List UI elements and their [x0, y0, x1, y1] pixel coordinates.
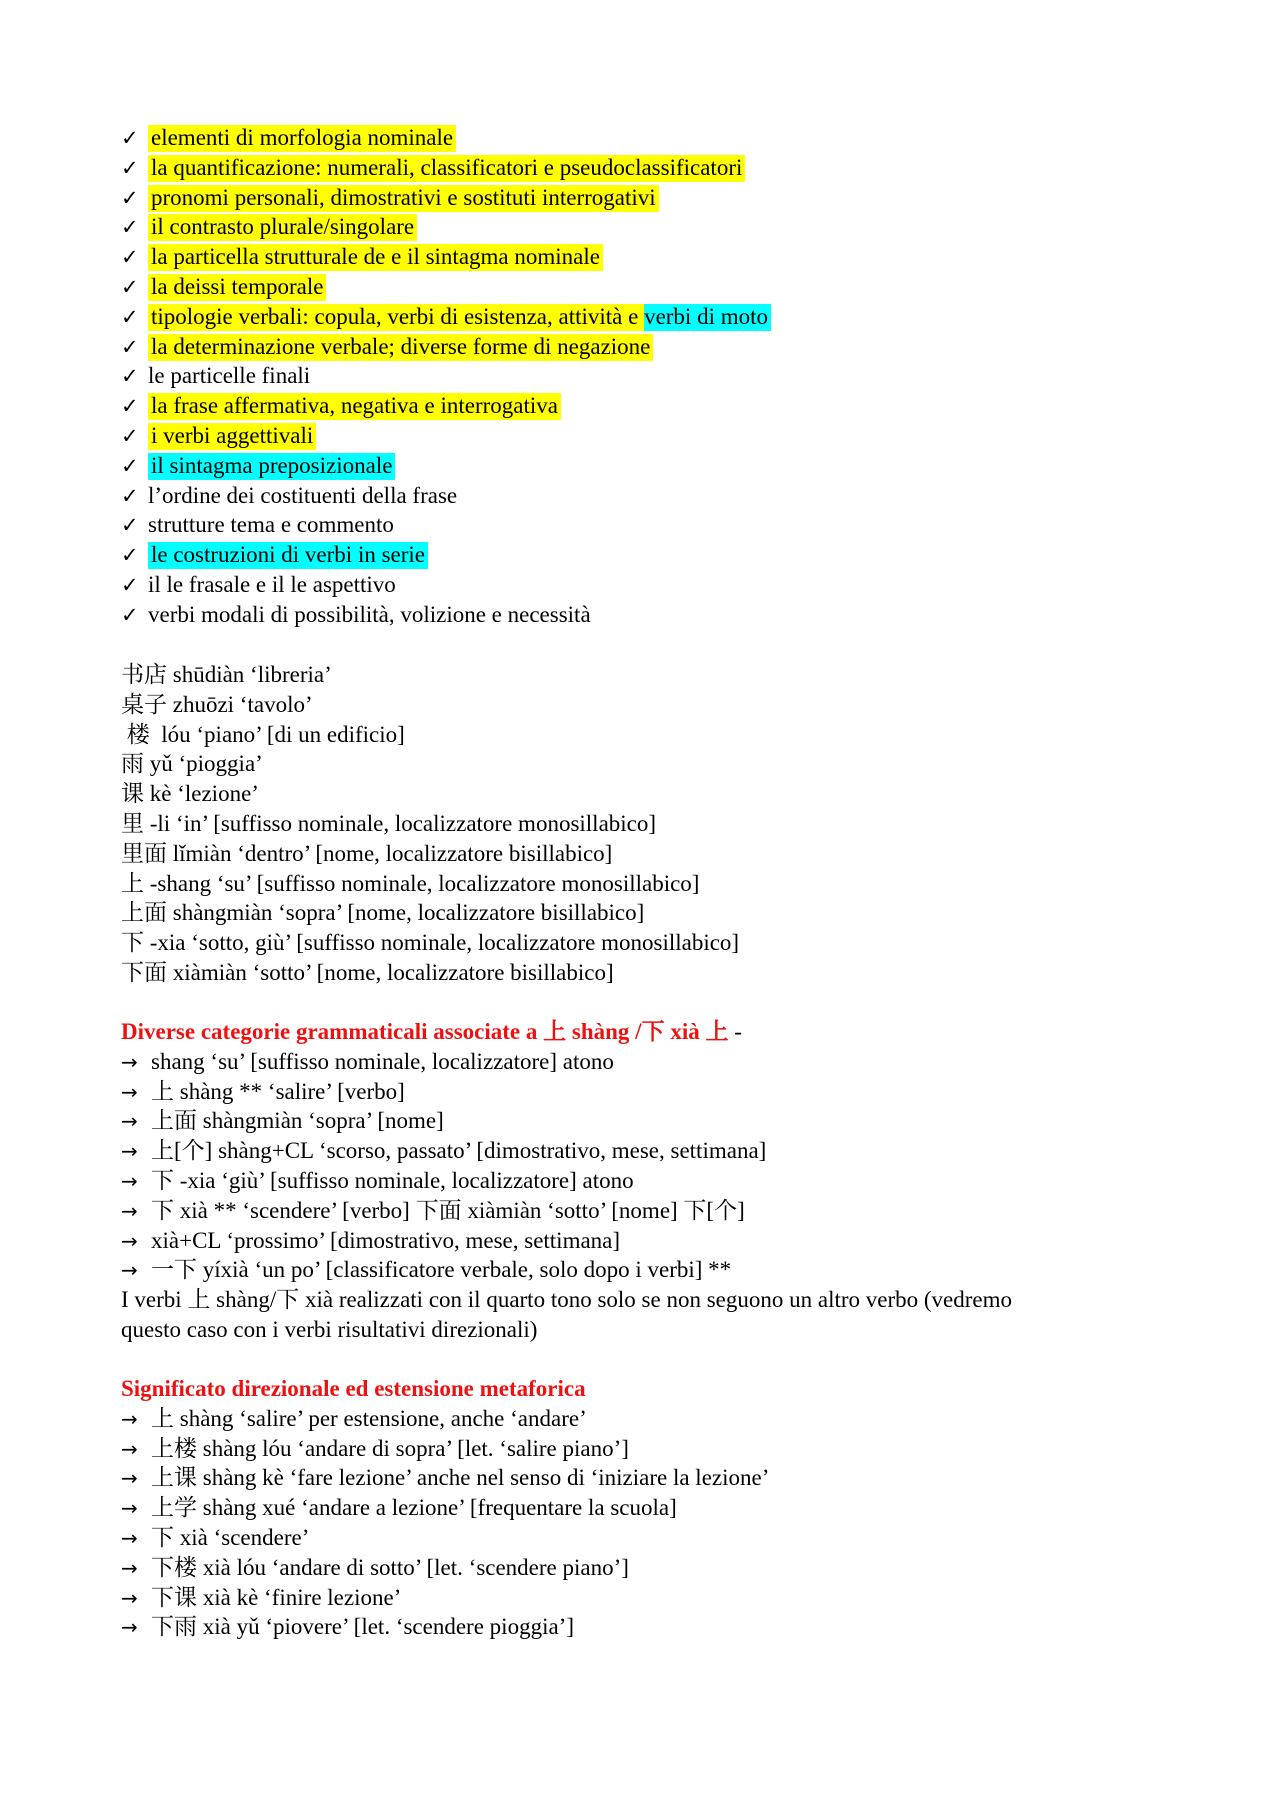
check-icon: ✓: [121, 572, 139, 597]
list-item: [121, 212, 771, 242]
check-icon: ✓: [121, 453, 139, 478]
arrow-icon: →: [121, 1228, 138, 1253]
item-text: 下 -xia ‘giù’ [suffisso nominale, localizzatore] atono: [151, 1167, 634, 1193]
note-line: I verbi 上 shàng/下 xià realizzati con il quarto tono solo se non seguono un altro verbo (vedremo: [121, 1287, 1013, 1313]
vocab-item: 下面 xiàmiàn ‘sotto’ [nome, localizzatore bisillabico]: [121, 959, 614, 985]
vocab-item: 楼 lóu ‘piano’ [di un edificio]: [121, 721, 405, 747]
list-item: [121, 451, 771, 481]
list-item: [121, 421, 771, 451]
section-heading: [121, 1374, 769, 1404]
vocab-item: 雨 yǔ ‘pioggia’: [121, 751, 263, 777]
arrow-icon: →: [121, 1258, 138, 1283]
list-item: [121, 1255, 1012, 1285]
list-item: [121, 183, 771, 213]
item-text: 上课 shàng kè ‘fare lezione’ anche nel senso di ‘iniziare la lezione’: [151, 1465, 770, 1491]
section-directional-meaning: [121, 1374, 769, 1642]
arrow-icon: →: [121, 1406, 138, 1431]
check-icon: ✓: [121, 304, 139, 329]
check-icon: ✓: [121, 394, 139, 419]
arrow-icon: →: [121, 1585, 138, 1610]
list-item: [121, 1047, 1012, 1077]
heading-suffix: -: [728, 1019, 742, 1044]
topic-text: la deissi temporale: [148, 274, 326, 301]
list-item: [121, 302, 771, 332]
list-item: [121, 1434, 769, 1464]
list-item: [121, 570, 771, 600]
topic-text: il contrasto plurale/singolare: [148, 214, 417, 241]
topic-text: elementi di morfologia nominale: [148, 125, 456, 152]
item-text: 下课 xià kè ‘finire lezione’: [151, 1584, 402, 1610]
list-item: [121, 1136, 1012, 1166]
topic-text: le costruzioni di verbi in serie: [148, 542, 428, 569]
list-item: [121, 1493, 769, 1523]
vocab-item: 桌子 zhuōzi ‘tavolo’: [121, 691, 313, 717]
list-item: [121, 1523, 769, 1553]
item-text: 下 xià ** ‘scendere’ [verbo] 下面 xiàmiàn ‘sotto’ [nome] 下[个]: [151, 1197, 745, 1223]
list-item: [121, 1077, 1012, 1107]
list-item: [121, 1196, 1012, 1226]
check-icon: ✓: [121, 513, 139, 538]
list-item: [121, 540, 771, 570]
section-heading: [121, 1017, 1012, 1047]
topic-text: i verbi aggettivali: [148, 423, 316, 450]
arrow-icon: →: [121, 1198, 138, 1223]
list-item: [121, 272, 771, 302]
check-icon: ✓: [121, 245, 139, 270]
check-icon: ✓: [121, 215, 139, 240]
heading-text: Significato direzionale ed estensione metaforica: [121, 1376, 586, 1401]
check-icon: ✓: [121, 185, 139, 210]
list-item: [121, 153, 771, 183]
check-icon: ✓: [121, 364, 139, 389]
check-icon: ✓: [121, 543, 139, 568]
check-icon: ✓: [121, 274, 139, 299]
check-icon: ✓: [121, 126, 139, 150]
vocab-item: 里面 lǐmiàn ‘dentro’ [nome, localizzatore bisillabico]: [121, 840, 613, 866]
arrow-icon: →: [121, 1109, 138, 1134]
list-item: [121, 600, 771, 630]
arrow-icon: →: [121, 1615, 138, 1640]
arrow-icon: →: [121, 1079, 138, 1104]
note-line: questo caso con i verbi risultativi direzionali): [121, 1316, 538, 1342]
topic-text: il sintagma preposizionale: [148, 453, 395, 480]
topic-text: pronomi personali, dimostrativi e sostituti interrogativi: [148, 185, 659, 212]
list-item: [121, 242, 771, 272]
list-item: [121, 361, 771, 391]
list-item: [121, 1404, 769, 1434]
list-item: [121, 123, 771, 153]
vocab-item: 课 kè ‘lezione’: [121, 781, 259, 807]
check-icon: ✓: [121, 334, 139, 359]
item-text: 上[个] shàng+CL ‘scorso, passato’ [dimostrativo, mese, settimana]: [151, 1138, 767, 1164]
list-item: [121, 332, 771, 362]
topic-text: la determinazione verbale; diverse forme di negazione: [148, 334, 653, 361]
arrow-icon: →: [121, 1168, 138, 1193]
arrow-icon: →: [121, 1466, 138, 1491]
item-text: 上面 shàngmiàn ‘sopra’ [nome]: [151, 1108, 444, 1134]
item-text: 下 xià ‘scendere’: [151, 1524, 310, 1550]
item-text: 上学 shàng xué ‘andare a lezione’ [frequentare la scuola]: [151, 1495, 677, 1521]
list-item: [121, 391, 771, 421]
arrow-icon: →: [121, 1555, 138, 1580]
list-item: [121, 481, 771, 511]
item-text: 上楼 shàng lóu ‘andare di sopra’ [let. ‘salire piano’]: [151, 1435, 629, 1461]
check-icon: ✓: [121, 483, 139, 508]
topic-text: verbi modali di possibilità, volizione e necessità: [148, 601, 591, 627]
item-text: xià+CL ‘prossimo’ [dimostrativo, mese, settimana]: [151, 1227, 621, 1253]
check-icon: ✓: [121, 602, 139, 627]
item-text: 上 shàng ** ‘salire’ [verbo]: [151, 1078, 405, 1104]
list-item: [121, 1583, 769, 1613]
topics-checklist: [121, 123, 771, 630]
item-text: 下雨 xià yǔ ‘piovere’ [let. ‘scendere pioggia’]: [151, 1614, 574, 1640]
arrow-icon: →: [121, 1049, 138, 1074]
list-item: [121, 1226, 1012, 1256]
list-item: [121, 1166, 1012, 1196]
topic-text-extra: verbi di moto: [644, 304, 771, 331]
check-icon: ✓: [121, 423, 139, 448]
topic-text: le particelle finali: [148, 363, 311, 389]
list-item: [121, 1553, 769, 1583]
arrow-icon: →: [121, 1525, 138, 1550]
topic-text: la frase affermativa, negativa e interrogativa: [148, 393, 561, 420]
check-icon: ✓: [121, 155, 139, 180]
vocabulary-list: [121, 660, 739, 988]
item-text: shang ‘su’ [suffisso nominale, localizzatore] atono: [151, 1048, 614, 1074]
topic-text: strutture tema e commento: [148, 512, 394, 538]
vocab-item: 书店 shūdiàn ‘libreria’: [121, 662, 332, 687]
heading-text: Diverse categorie grammaticali associate a 上 shàng /下 xià 上: [121, 1019, 729, 1044]
arrow-icon: →: [121, 1496, 138, 1521]
vocab-item: 上 -shang ‘su’ [suffisso nominale, localizzatore monosillabico]: [121, 870, 700, 896]
list-item: [121, 1463, 769, 1493]
arrow-icon: →: [121, 1139, 138, 1164]
topic-text: tipologie verbali: copula, verbi di esistenza, attività e: [148, 304, 644, 331]
list-item: [121, 1612, 769, 1642]
vocab-item: 上面 shàngmiàn ‘sopra’ [nome, localizzatore bisillabico]: [121, 900, 645, 926]
list-item: [121, 1106, 1012, 1136]
topic-text: la particella strutturale de e il sintagma nominale: [148, 244, 603, 271]
vocab-item: 下 -xia ‘sotto, giù’ [suffisso nominale, localizzatore monosillabico]: [121, 930, 740, 956]
vocab-item: 里 -li ‘in’ [suffisso nominale, localizzatore monosillabico]: [121, 810, 657, 836]
item-text: 上 shàng ‘salire’ per estensione, anche ‘andare’: [151, 1405, 587, 1431]
item-text: 一下 yíxià ‘un po’ [classificatore verbale, solo dopo i verbi] **: [151, 1257, 732, 1283]
topic-text: il le frasale e il le aspettivo: [148, 571, 396, 597]
section-grammatical-categories: [121, 1017, 1012, 1345]
arrow-icon: →: [121, 1436, 138, 1461]
topic-text: la quantificazione: numerali, classificatori e pseudoclassificatori: [148, 155, 745, 182]
list-item: [121, 510, 771, 540]
topic-text: l’ordine dei costituenti della frase: [148, 482, 458, 508]
item-text: 下楼 xià lóu ‘andare di sotto’ [let. ‘scendere piano’]: [151, 1554, 629, 1580]
